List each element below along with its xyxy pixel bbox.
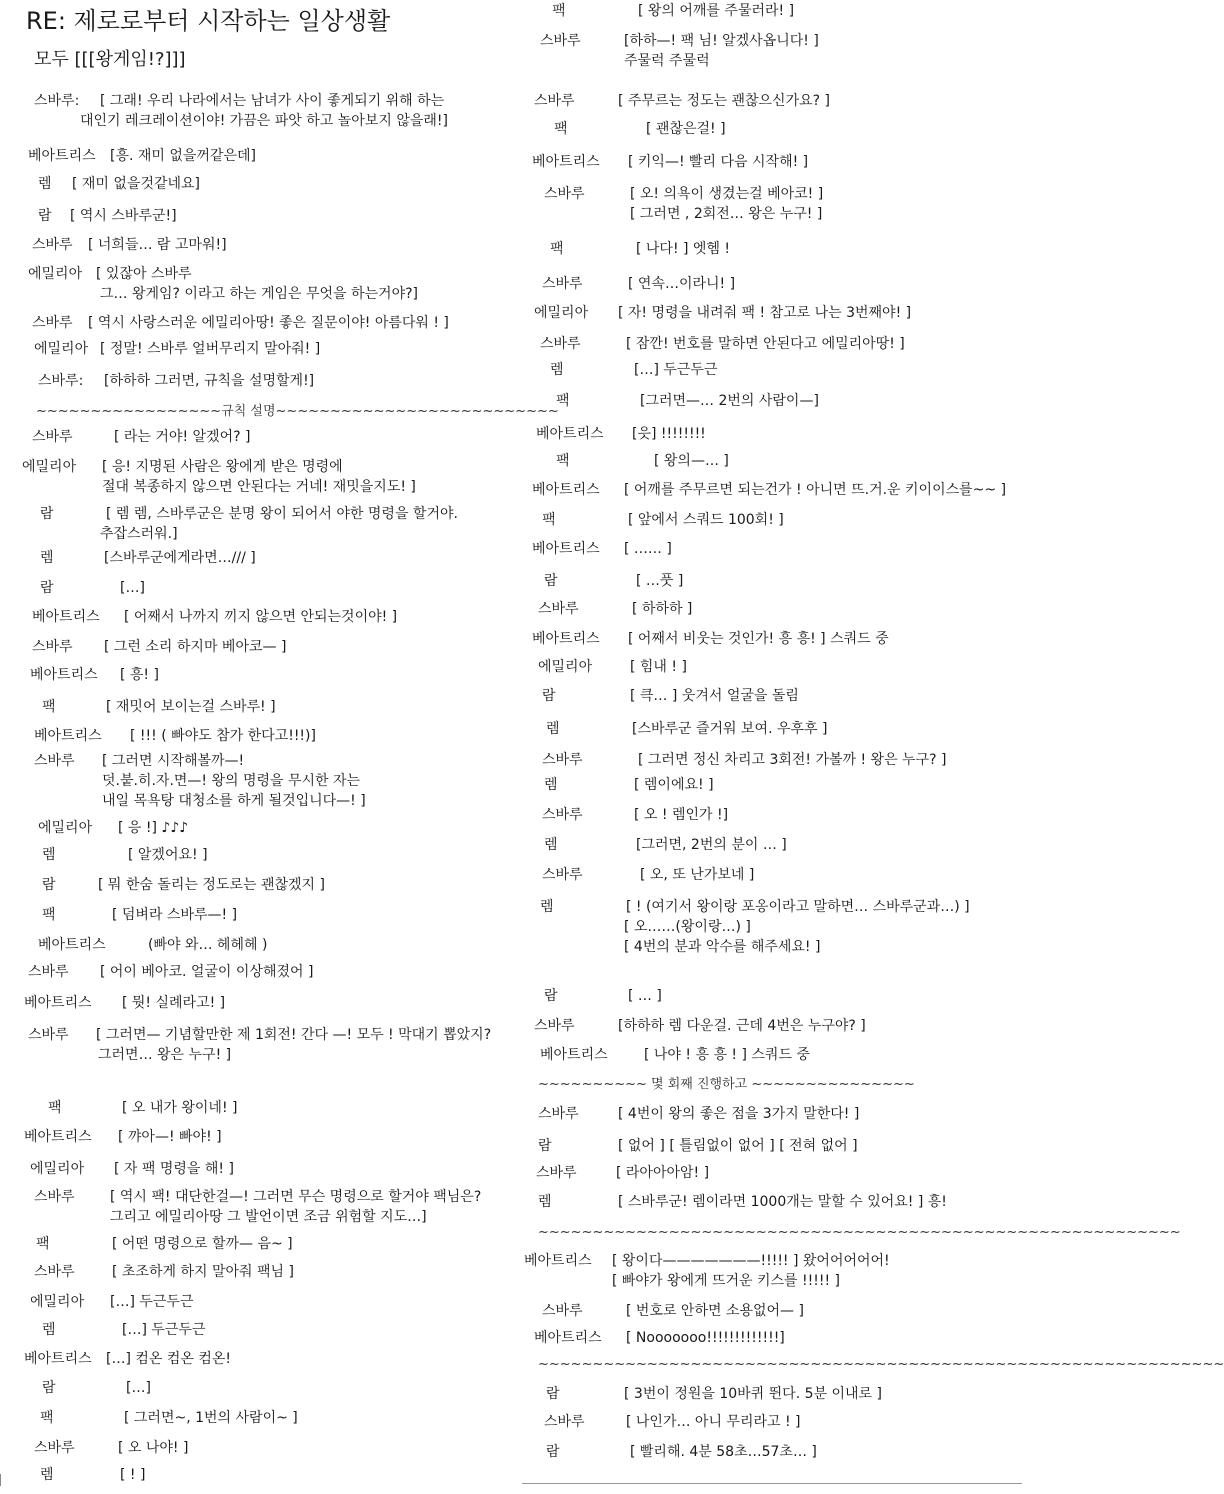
speaker-name: 렘 — [550, 362, 564, 378]
dialogue-text: [ 초조하게 하지 말아줘 팩님 ] — [112, 1264, 294, 1280]
speaker-name: 스바루 — [34, 1264, 75, 1280]
dialogue-text: [ 꺄아—! 빠야! ] — [118, 1129, 222, 1145]
dialogue-text: [ 정말! 스바루 얼버무리지 말아줘! ] — [100, 341, 321, 357]
speaker-name: 스바루 — [32, 237, 73, 253]
speaker-name: 람 — [542, 688, 556, 704]
speaker-name: 스바루 — [32, 429, 73, 445]
dialogue-text: [ 오 내가 왕이네! ] — [122, 1100, 238, 1116]
dialogue-text: [ 라는 거야! 알겠어? ] — [114, 429, 251, 445]
dialogue-text: [ 그러면— 기념할만한 제 1회전! 간다 —! 모두 ! 막대기 뽑았지? — [96, 1027, 492, 1043]
dialogue-text: […] 두근두근 — [122, 1322, 206, 1338]
divider-text: ~~~~~~~~~~~~~~~~~규칙 설명~~~~~~~~~~~~~~~~~~~~~~~~~~ — [36, 404, 559, 419]
dialogue-continuation: [ 오……(왕이랑…) ] — [624, 919, 751, 935]
divider-text: ~~~~~~~~~~~~~~~~~~~~~~~~~~~~~~~~~~~~~~~~~~~~~~~~~~~~~~~~~~~ — [538, 1225, 1181, 1240]
speaker-name: 스바루 — [536, 1165, 577, 1181]
speaker-name: 팩 — [556, 393, 570, 409]
dialogue-text: [ 그러면 시작해볼까—! — [102, 753, 245, 769]
dialogue-text: [ 역시 사랑스러운 에밀리아땅! 좋은 질문이야! 아름다워 ! ] — [88, 315, 449, 331]
dialogue-text: [ 어이 베아코. 얼굴이 이상해졌어 ] — [100, 964, 314, 980]
document-title: RE: 제로로부터 시작하는 일상생활 — [26, 7, 391, 35]
dialogue-continuation: 추잡스러워.] — [100, 526, 178, 542]
speaker-name: 렘 — [38, 176, 52, 192]
speaker-name: 베아트리스 — [34, 728, 102, 744]
speaker-name: 베아트리스 — [540, 1047, 608, 1063]
dialogue-text: [ 나인가… 아니 무리라고 ! ] — [626, 1414, 801, 1430]
dialogue-text: [ 뭣! 실례라고! ] — [122, 995, 226, 1011]
speaker-name: 베아트리스 — [536, 426, 604, 442]
dialogue-text: [ 나야 ! 흥 흥 ! ] 스쿼드 중 — [644, 1047, 810, 1063]
speaker-name: 베아트리스 — [532, 631, 600, 647]
dialogue-text: [ 잠깐! 번호를 말하면 안된다고 에밀리아땅! ] — [626, 336, 905, 352]
speaker-name: 스바루 — [542, 867, 583, 883]
speaker-name: 스바루 — [538, 1106, 579, 1122]
dialogue-text: [ 주무르는 정도는 괜찮으신가요? ] — [618, 93, 830, 109]
speaker-name: 베아트리스 — [534, 1330, 602, 1346]
speaker-name: 베아트리스 — [24, 1351, 92, 1367]
speaker-name: 에밀리아 — [34, 341, 89, 357]
speaker-name: 람 — [38, 208, 52, 224]
speaker-name: 렘 — [42, 847, 56, 863]
dialogue-continuation: 그리고 에밀리아땅 그 발언이면 조금 위험할 지도…] — [110, 1209, 427, 1225]
dialogue-text: [ 자 팩 명령을 해! ] — [114, 1161, 234, 1177]
speaker-name: 에밀리아 — [38, 820, 93, 836]
speaker-name: 에밀리아 — [30, 1161, 85, 1177]
speaker-name: 베아트리스 — [532, 541, 600, 557]
speaker-name: 스바루 — [544, 1414, 585, 1430]
divider-text: ~~~~~~~~~~ 몇 회째 진행하고 ~~~~~~~~~~~~~~~ — [538, 1077, 915, 1092]
dialogue-continuation: 그… 왕게임? 이라고 하는 게임은 무엇을 하는거야?] — [100, 286, 418, 302]
dialogue-text: [ 오 ! 렘인가 !] — [634, 807, 729, 823]
dialogue-text: [ 라아아아암! ] — [616, 1165, 710, 1181]
dialogue-text: [ 알겠어요! ] — [128, 847, 208, 863]
speaker-name: 스바루: — [34, 93, 80, 109]
speaker-name: 에밀리아 — [22, 459, 77, 475]
speaker-name: 렘 — [544, 777, 558, 793]
dialogue-text: [그러면, 2번의 분이 … ] — [636, 837, 787, 853]
speaker-name: 스바루 — [32, 639, 73, 655]
speaker-name: 렘 — [40, 1467, 54, 1483]
dialogue-continuation: [ 4번의 분과 악수를 해주세요! ] — [624, 939, 821, 955]
speaker-name: 람 — [546, 1444, 560, 1460]
speaker-name: 스바루 — [34, 1189, 75, 1205]
margin-mark — [0, 1474, 1, 1486]
dialogue-text: [ 어떤 명령으로 할까— 음~ ] — [112, 1236, 293, 1252]
speaker-name: 스바루 — [28, 964, 69, 980]
speaker-name: 스바루 — [34, 1440, 75, 1456]
speaker-name: 팩 — [552, 3, 566, 19]
dialogue-text: [ 자! 명령을 내려줘 팩 ! 참고로 나는 3번째야! ] — [618, 305, 912, 321]
dialogue-text: [ 응! 지명된 사람은 왕에게 받은 명령에 — [102, 459, 343, 475]
dialogue-text: [흥. 재미 없을꺼같은데] — [110, 148, 256, 164]
dialogue-text: [스바루군 즐거워 보여. 우후후 ] — [632, 721, 828, 737]
dialogue-text: [ 역시 팩! 대단한걸—! 그러면 무슨 명령으로 할거야 팩님은? — [110, 1189, 482, 1205]
speaker-name: 스바루 — [542, 807, 583, 823]
dialogue-text: [ 번호로 안하면 소용없어— ] — [626, 1303, 804, 1319]
dialogue-text: [ 렘이에요! ] — [634, 777, 714, 793]
speaker-name: 에밀리아 — [28, 266, 83, 282]
dialogue-text: [하하하 렘 다운걸. 근데 4번은 누구야? ] — [618, 1018, 866, 1034]
dialogue-text: [ 렘 렘, 스바루군은 분명 왕이 되어서 야한 명령을 할거야. — [106, 506, 458, 522]
dialogue-text: [ 나다! ] 엣헴 ! — [636, 241, 731, 257]
dialogue-text: [ 그런 소리 하지마 베아코— ] — [104, 639, 287, 655]
speaker-name: 스바루 — [32, 315, 73, 331]
speaker-name: 팩 — [556, 453, 570, 469]
dialogue-text: [ Nooooooo!!!!!!!!!!!!!] — [626, 1330, 785, 1346]
speaker-name: 람 — [40, 580, 54, 596]
speaker-name: 람 — [538, 1138, 552, 1154]
dialogue-text: [하하하 그러면, 규칙을 설명할게!] — [104, 373, 315, 389]
dialogue-text: [ 키익—! 빨리 다음 시작해! ] — [628, 154, 809, 170]
dialogue-text: [ ! (여기서 왕이랑 포옹이라고 말하면… 스바루군과…) ] — [626, 899, 970, 915]
speaker-name: 렘 — [544, 837, 558, 853]
dialogue-text: […] — [120, 580, 145, 596]
dialogue-text: [읏] !!!!!!!! — [632, 426, 706, 442]
dialogue-text: [ 너희들… 람 고마워!] — [88, 237, 227, 253]
speaker-name: 렘 — [546, 721, 560, 737]
speaker-name: 베아트리스 — [28, 148, 96, 164]
speaker-name: 스바루 — [540, 336, 581, 352]
speaker-name: 에밀리아 — [538, 659, 593, 675]
dialogue-text: [그러면—… 2번의 사람이—] — [640, 393, 819, 409]
dialogue-text: [ 3번이 정원을 10바퀴 뛴다. 5분 이내로 ] — [624, 1386, 882, 1402]
dialogue-text: [ 재밋어 보이는걸 스바루! ] — [106, 699, 276, 715]
speaker-name: 스바루 — [542, 276, 583, 292]
speaker-name: 스바루 — [34, 753, 75, 769]
dialogue-continuation: 대인기 레크레이션이야! 가끔은 파앗 하고 놀아보지 않을래!] — [80, 113, 448, 129]
dialogue-text: [ 어째서 비웃는 것인가! 흥 흥! ] 스쿼드 중 — [628, 631, 889, 647]
dialogue-text: [스바루군에게라면…/// ] — [104, 550, 256, 566]
speaker-name: 스바루 — [540, 33, 581, 49]
dialogue-text: [ 힘내 ! ] — [630, 659, 687, 675]
dialogue-continuation: [ 빠야가 왕에게 뜨거운 키스를 !!!!! ] — [612, 1273, 840, 1289]
dialogue-text: [ 스바루군! 렘이라면 1000개는 말할 수 있어요! ] 흥! — [618, 1194, 947, 1210]
bottom-divider — [522, 1483, 1022, 1484]
dialogue-text: [ …풋 ] — [636, 573, 684, 589]
speaker-name: 렘 — [42, 1322, 56, 1338]
speaker-name: 에밀리아 — [30, 1294, 85, 1310]
document-subtitle: 모두 [[[왕게임!?]]] — [34, 49, 186, 70]
divider-text: ~~~~~~~~~~~~~~~~~~~~~~~~~~~~~~~~~~~~~~~~~~~~~~~~~~~~~~~~~~~~~~~ — [538, 1357, 1224, 1372]
speaker-name: 스바루 — [534, 1018, 575, 1034]
speaker-name: 스바루 — [534, 93, 575, 109]
dialogue-text: [ 앞에서 스쿼드 100회! ] — [628, 512, 784, 528]
dialogue-text: [ 뭐 한숨 돌리는 정도로는 괜찮겠지 ] — [98, 877, 325, 893]
dialogue-text: [ 왕이다———————!!!!! ] 왔어어어어어! — [612, 1253, 890, 1269]
speaker-name: 팩 — [42, 907, 56, 923]
dialogue-text: [ 왕의 어깨를 주물러라! ] — [638, 3, 795, 19]
speaker-name: 스바루 — [538, 601, 579, 617]
dialogue-text: [ 역시 스바루군!] — [70, 208, 177, 224]
speaker-name: 람 — [546, 1386, 560, 1402]
dialogue-text: [ 오 나야! ] — [118, 1440, 189, 1456]
speaker-name: 람 — [40, 506, 54, 522]
dialogue-text: [ 그러면 정신 차리고 3회전! 가볼까 ! 왕은 누구? ] — [638, 752, 947, 768]
speaker-name: 스바루 — [544, 186, 585, 202]
speaker-name: 렘 — [538, 1194, 552, 1210]
speaker-name: 베아트리스 — [38, 937, 106, 953]
dialogue-text: [ 그래! 우리 나라에서는 남녀가 사이 좋게되기 위해 하는 — [100, 93, 445, 109]
speaker-name: 스바루 — [28, 1027, 69, 1043]
speaker-name: 베아트리스 — [524, 1253, 592, 1269]
speaker-name: 스바루 — [542, 752, 583, 768]
dialogue-text: […] 두근두근 — [110, 1294, 194, 1310]
speaker-name: 베아트리스 — [532, 154, 600, 170]
dialogue-continuation: 덧.붙.히.자.면—! 왕의 명령을 무시한 자는 — [102, 773, 361, 789]
dialogue-text: (빠야 와… 헤헤헤 ) — [148, 937, 268, 953]
speaker-name: 스바루 — [542, 1303, 583, 1319]
dialogue-continuation: 주물럭 주물럭 — [624, 53, 710, 69]
speaker-name: 에밀리아 — [534, 305, 589, 321]
speaker-name: 팩 — [554, 121, 568, 137]
dialogue-text: [ 오! 의욕이 생겼는걸 베아코! ] — [630, 186, 824, 202]
speaker-name: 팩 — [542, 512, 556, 528]
dialogue-text: [ 왕의—… ] — [654, 453, 729, 469]
dialogue-text: [ 빨리해. 4분 58초…57초… ] — [630, 1444, 817, 1460]
dialogue-text: [ 4번이 왕의 좋은 점을 3가지 말한다! ] — [618, 1106, 860, 1122]
dialogue-text: [ !!! ( 빠야도 참가 한다고!!!)] — [130, 728, 316, 744]
dialogue-text: […] 두근두근 — [634, 362, 718, 378]
dialogue-text: [ …… ] — [624, 541, 672, 557]
dialogue-continuation: 그러면… 왕은 누구! ] — [98, 1047, 232, 1063]
dialogue-text: [ 어째서 나까지 끼지 않으면 안되는것이야! ] — [124, 609, 398, 625]
dialogue-text: [ 연속…이라니! ] — [628, 276, 736, 292]
speaker-name: 팩 — [48, 1100, 62, 1116]
dialogue-text: [ … ] — [628, 988, 662, 1004]
dialogue-text: [ 있잖아 스바루 — [96, 266, 192, 282]
speaker-name: 람 — [42, 1380, 56, 1396]
speaker-name: 스바루: — [38, 373, 84, 389]
speaker-name: 람 — [544, 573, 558, 589]
speaker-name: 팩 — [36, 1236, 50, 1252]
dialogue-continuation: [ 그러면 , 2회전… 왕은 누구! ] — [630, 206, 823, 222]
dialogue-text: […] 컴온 컴온 컴온! — [106, 1351, 232, 1367]
speaker-name: 팩 — [42, 699, 56, 715]
speaker-name: 베아트리스 — [24, 995, 92, 1011]
speaker-name: 베아트리스 — [32, 609, 100, 625]
speaker-name: 람 — [544, 988, 558, 1004]
speaker-name: 베아트리스 — [532, 482, 600, 498]
dialogue-text: [ 어깨를 주무르면 되는건가 ! 아니면 뜨.거.운 키이이스를~~ ] — [624, 482, 1007, 498]
dialogue-text: [ 하하하 ] — [632, 601, 693, 617]
dialogue-text: [ 괜찮은걸! ] — [646, 121, 726, 137]
speaker-name: 팩 — [40, 1410, 54, 1426]
dialogue-text: [ 그러면~, 1번의 사람이~ ] — [124, 1410, 298, 1426]
dialogue-text: [ 흥! ] — [120, 667, 159, 683]
speaker-name: 렘 — [540, 899, 554, 915]
dialogue-continuation: 내일 목욕탕 대청소를 하게 될것입니다—! ] — [102, 793, 366, 809]
dialogue-text: [ 오, 또 난가보네 ] — [640, 867, 755, 883]
dialogue-text: […] — [126, 1380, 151, 1396]
speaker-name: 베아트리스 — [24, 1129, 92, 1145]
speaker-name: 베아트리스 — [30, 667, 98, 683]
dialogue-text: [ 재미 없을것같네요] — [72, 176, 201, 192]
dialogue-text: [ 덤벼라 스바루—! ] — [112, 907, 238, 923]
dialogue-text: [하하—! 팩 님! 알겠사옵니다! ] — [624, 33, 819, 49]
dialogue-text: [ 없어 ] [ 틀림없이 없어 ] [ 전혀 없어 ] — [618, 1138, 858, 1154]
dialogue-text: [ 큭… ] 웃겨서 얼굴을 돌림 — [630, 688, 799, 704]
speaker-name: 람 — [42, 877, 56, 893]
dialogue-continuation: 절대 복종하지 않으면 안된다는 거네! 재밋을지도! ] — [102, 479, 416, 495]
dialogue-text: [ 응 !] ♪♪♪ — [118, 820, 189, 836]
dialogue-text: [ ! ] — [120, 1467, 146, 1483]
speaker-name: 팩 — [550, 241, 564, 257]
speaker-name: 렘 — [40, 550, 54, 566]
